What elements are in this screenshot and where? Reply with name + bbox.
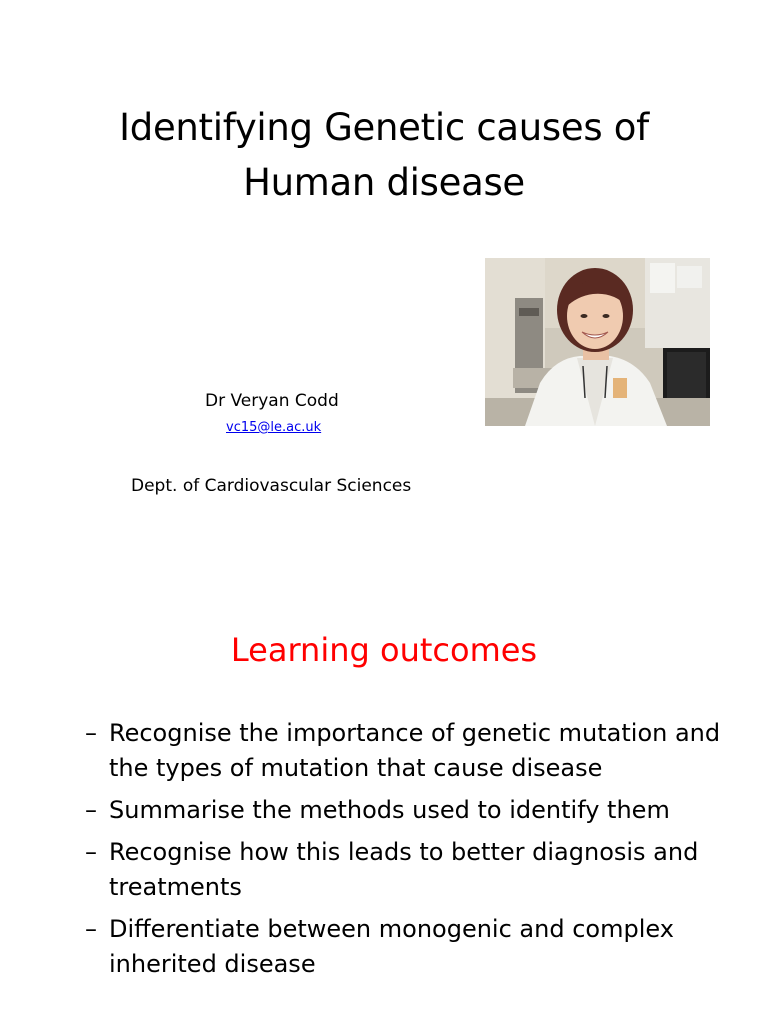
presenter-name: Dr Veryan Codd [205,391,339,411]
learning-outcome-item [85,716,745,786]
learning-outcome-text: Recognise how this leads to better diagnosis and treatments [109,838,699,901]
learning-outcome-item [85,835,745,905]
slide-title-line-1: Identifying Genetic causes of [119,106,649,149]
learning-outcomes-list [85,716,745,989]
learning-outcome-text: Differentiate between monogenic and complex inherited disease [109,915,674,978]
learning-outcomes-heading: Learning outcomes [230,631,538,669]
learning-outcomes-slide [0,560,768,1024]
department-name: Dept. of Cardiovascular Sciences [131,476,412,496]
learning-outcome-text: Recognise the importance of genetic mutation and the types of mutation that cause disease [109,719,721,782]
learning-outcome-text: Summarise the methods used to identify them [109,796,670,824]
bullet-dash: – [85,719,97,747]
bullet-dash: – [85,838,97,866]
learning-outcome-item [85,793,745,828]
presenter-photo-image [485,258,710,426]
slide-title [0,100,768,210]
presenter-email-link[interactable]: vc15@le.ac.uk [226,420,322,435]
bullet-dash: – [85,796,97,824]
bullet-dash: – [85,915,97,943]
presenter-photo [485,258,710,426]
learning-outcome-item [85,912,745,982]
slide-title-line-2: Human disease [243,161,525,204]
